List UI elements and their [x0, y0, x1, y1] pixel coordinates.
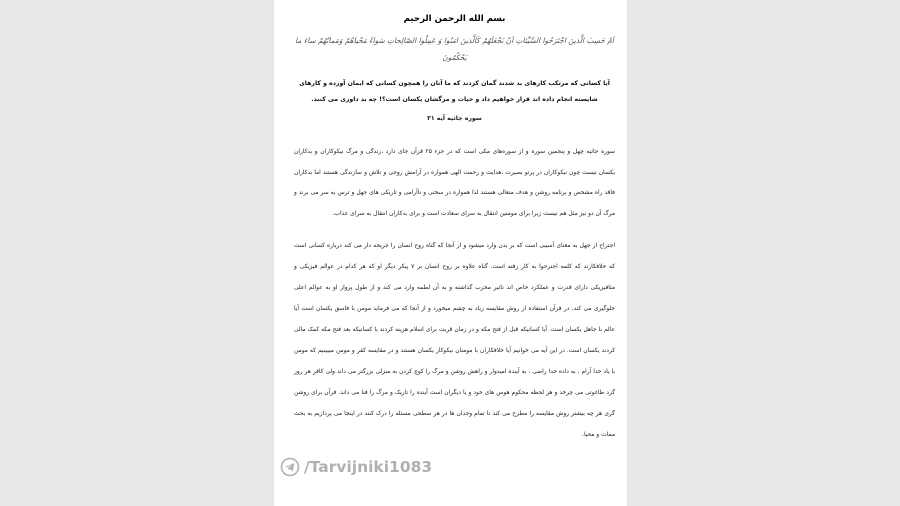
- verse-translation: آیا کسانی که مرتکب کارهای بد شدند گمان کردند که ما آنان را همچون کسانی که ایمان آورده و کارهای شایسته انجام داده اند قرار خواهیم داد و حیات و مرگشان یکسان است؟! چه بد داوری می کنند.: [299, 80, 610, 103]
- watermark-handle: /Tarvijniki1083: [304, 458, 433, 476]
- verse-reference: سوره جاثیه آیه ۲۱: [427, 115, 482, 122]
- quran-verse-arabic: اَمْ حَسِبَ الَّذینَ اجْتَرَحُوا السَّیِّئاتِ اَنْ نَجْعَلَهُمْ کَالَّذینَ امَنُوا وَ عَمِلُوا الصّالِحاتِ سَواءً مَحْیاهُمْ وَمَماتُهُمْ ساءَ ما یَحْکُمُونَ: [295, 36, 614, 62]
- paragraph-commentary: اجتراح از جهل به معنای آسیبی است که بر بدن وارد میشود و از آنجا که گناه روح انسان را جریحه دار می کند درباره کسانی است که خلافکارند که کلمه اجترحوا به کار رفته است. گناه علاوه بر روح انسان بر ۷ پیکر دیگر او که هر کدام در عوالم فیزیکی و متافیزیکی دارای قدرت و عملکرد خاص اند تاثیر مخرب گذاشته و به آن لطمه وارد می کند و از طول پرواز او به عوالم اعلی جلوگیری می کند. در قرآن استفاده از روش مقایسه زیاد به چشم میخورد و از آنجا که می فرماید مومن با فاسق یکسان است آیا عالم با جاهل یکسان است. آیا کسانیکه قبل از فتح مکه و در زمان قربت برای اسلام هزینه کردند با کسانیکه بعد فتح مکه کمک مالی کردند یکسان است. در این آیه می خوانیم آیا خلافکاران با مومنان نیکوکار یکسان هستند و در مقایسه کفر و مومن میبینیم که مومن با یاد خدا آرام ، به داده خدا راضی ، به آینده امیدوار و راهش روشن و مرگ را کوچ کردن به منزلی بزرگتر می داند ولی کافر هر روز گرد طاغوتی می چرخد و هر لحظه محکوم هوس های خود و یا دیگران است آینده را تاریک و مرگ را فنا می داند. قرآن برای روشن گری هر چه بیشتر روش مقایسه را مطرح می کند تا تمام وجدان ها در هر سطحی مسئله را درک کنند در اینجا می پردازیم به بحث ممات و محیا.: [294, 243, 616, 438]
- basmala-heading: بسم الله الرحمن الرحیم: [403, 14, 506, 24]
- document-content: [294, 10, 615, 457]
- paragraph-surah-intro: سوره جاثیه چهل و پنجمین سوره و از سوره‌های مکی است که در جزء ۲۵ قرآن جای دارد ،زندگی و مرگ نیکوکاران و بدکاران یکسان نیست چون نیکوکاران در پرتو بصیرت ،هدایت و رحمت الهی همواره در آرامش روحی و تلاش و سازندگی هستند اما بدکاران فاقد راه مشخص و برنامه روشن و هدف متعالی هستند لذا همواره در سختی و ناآرامی و تاریکی های جهل و ترس به سر می برند و مرگ آن دو نیز مثل هم نیست زیرا برای مومنین انتقال به سرای سعادت است و برای بدکاران انتقال به سرای عذاب.: [294, 149, 615, 217]
- watermark: [280, 455, 432, 479]
- document-page: [274, 0, 627, 506]
- telegram-style-logo-icon: [280, 457, 300, 477]
